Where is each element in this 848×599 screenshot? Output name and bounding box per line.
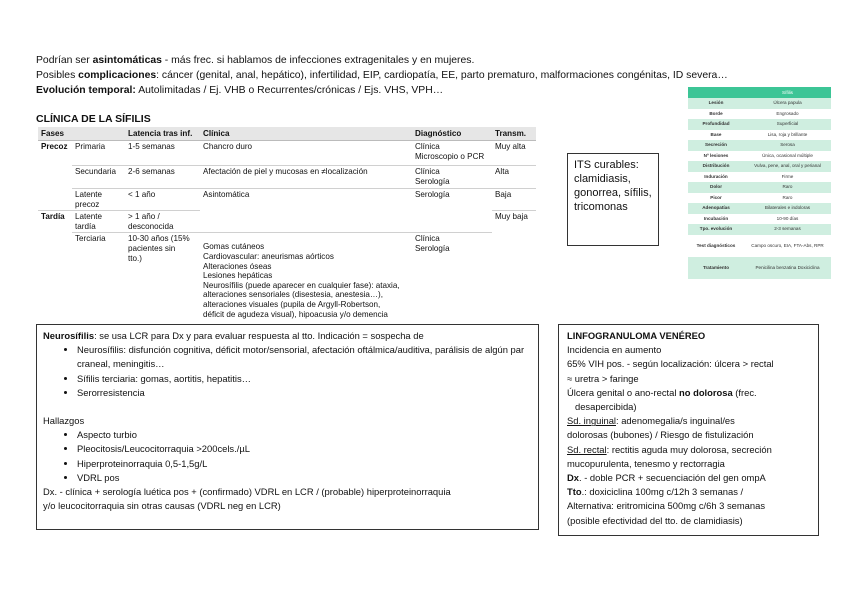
col-header: Fases: [38, 127, 72, 141]
stab-row: Induración Firme: [688, 172, 831, 183]
list-item: • VDRL pos: [77, 471, 532, 485]
intro-paragraph: [36, 53, 728, 98]
trans-cell: Baja: [492, 189, 536, 211]
intro-line-evolution: Evolución temporal: Autolimitadas / Ej. VHB o Recurrentes/crónicas / Ejs. VHS, VPH…: [36, 85, 444, 96]
clinic-cell: Asintomática: [200, 189, 412, 211]
stab-row: Dolor Raro: [688, 182, 831, 193]
list-item: • Sífilis terciaria: gomas, aortitis, hepatitis…: [77, 372, 532, 386]
list-item: • Pleocitosis/Leucocitorraquia >200cels./µL: [77, 442, 532, 456]
trans-cell: Alta: [492, 166, 536, 189]
stab-row: Picor Raro: [688, 193, 831, 204]
col-header: Diagnóstico: [412, 127, 492, 141]
phase-cell: Secundaria: [72, 166, 125, 189]
its-curables-box: ITS curables: clamidiasis, gonorrea, sífilis, tricomonas: [567, 153, 659, 246]
neuro-indication-list: [43, 343, 532, 400]
diag-cell: Clínica Serología: [412, 166, 492, 189]
col-header: Clínica: [200, 127, 412, 141]
stab-row: Lesión Úlcera papula: [688, 98, 831, 109]
stab-header-row: [688, 87, 831, 98]
hallazgos-list: [43, 428, 532, 485]
latency-cell: 2-6 semanas: [125, 166, 200, 189]
hallazgos-title: Hallazgos: [43, 415, 85, 427]
latency-cell: 10-30 años (15% pacientes sin tto.): [125, 233, 200, 320]
stab-row: Tpo. evolución 2-3 semanas: [688, 224, 831, 235]
stab-row: Secreción Serosa: [688, 140, 831, 151]
stab-row: Profundidad Superficial: [688, 119, 831, 130]
diag-cell: Clínica Microscopio o PCR: [412, 141, 492, 166]
clinic-cell: Afectación de piel y mucosas en ≠localización: [200, 166, 412, 189]
list-item: • Neurosífilis: disfunción cognitiva, déficit motor/sensorial, afectación oftálmica/auditiva, parálisis de algún par craneal, meningitis…: [77, 343, 532, 371]
clinica-title: CLÍNICA DE LA SÍFILIS: [36, 113, 151, 125]
table-row-terciaria: [38, 233, 536, 320]
clinic-cell: Chancro duro: [200, 141, 412, 166]
latency-cell: < 1 año: [125, 189, 200, 211]
stab-row: Base Lisa, roja y brillante: [688, 130, 831, 141]
neurosifilis-box: [36, 324, 539, 530]
group-precoz: Precoz: [38, 141, 72, 166]
trans-cell: Muy baja: [492, 211, 536, 233]
col-header: Latencia tras inf.: [125, 127, 200, 141]
table-row-primaria: [38, 141, 536, 166]
clinica-table: [38, 127, 536, 320]
linfogranuloma-box: LINFOGRANULOMA VENÉREO Incidencia en aumento 65% VIH pos. - según localización: úlcera > rectal ≈ uretra > faringe Úlcera genital o ano-rectal no dolorosa (frec. desapercibida) Sd. inguinal: adenomegalia/s inguinal/es dolorosas (bubones) / Riesgo de fistulización Sd. rectal: rectitis aguda muy dolorosa, secreción mucopurulenta, tenesmo y rectorragia Dx. - doble PCR + secuenciación del gen ompA Tto.: doxiciclina 100mg c/12h 3 semanas / Alternativa: eritromicina 500mg c/6h 3 semanas (posible efectividad del tto. de clamidiasis): [558, 324, 819, 536]
neuro-intro: Neurosífilis: se usa LCR para Dx y para evaluar respuesta al tto. Indicación = sospecha de: [43, 330, 424, 341]
clinica-header-row: [38, 127, 536, 141]
phase-cell: Latente precoz: [72, 189, 125, 211]
list-item: • Hiperproteinorraquia 0,5-1,5g/L: [77, 457, 532, 471]
latency-cell: 1-5 semanas: [125, 141, 200, 166]
intro-line-asymptomatic: Podrían ser asintomáticas - más frec. si hablamos de infecciones extragenitales y en mujeres.: [36, 55, 475, 66]
table-row-latente-tardia: [38, 211, 536, 233]
stab-row: Tratamiento Penicilina benzatina Doxiciclina: [688, 257, 831, 279]
phase-cell: Terciaria: [72, 233, 125, 320]
neuro-dx-line: Dx. - clínica + serología luética pos + (confirmado) VDRL en LCR / (probable) hiperproteinorraquia: [43, 486, 451, 498]
sifilis-comparison-table: [688, 87, 831, 279]
table-row-secundaria: [38, 166, 536, 189]
trans-cell: Muy alta: [492, 141, 536, 166]
list-item: • Serorresistencia: [77, 386, 532, 400]
col-header: [72, 127, 125, 141]
stab-row: Incubación 10-90 días: [688, 214, 831, 225]
group-tardia: Tardía: [38, 211, 72, 233]
neuro-dx-line: y/o leucocitorraquia sin otras causas (VDRL neg en LCR): [43, 500, 281, 512]
phase-cell: Latente tardía: [72, 211, 125, 233]
stab-row: Test diagnósticos Campo oscuro, EIA, FTA-Abs, RPR: [688, 235, 831, 257]
stab-row: Borde Engrosado: [688, 109, 831, 120]
latency-cell: > 1 año / desconocida: [125, 211, 200, 233]
stab-row: Nº lesiones Única, ocasional múltiple: [688, 151, 831, 162]
lgv-title: LINFOGRANULOMA VENÉREO: [567, 330, 706, 341]
diag-cell: Clínica Serología: [412, 233, 492, 320]
intro-line-complications: Posibles complicaciones: cáncer (genital, anal, hepático), infertilidad, EIP, cardiopatía, EE, parto prematuro, malformaciones congénitas, ID severa…: [36, 70, 728, 81]
phase-cell: Primaria: [72, 141, 125, 166]
stab-header: Sífilis: [744, 87, 831, 98]
stab-row: Distribución Vulva, pene, anal, oral y perianal: [688, 161, 831, 172]
table-row-latente-precoz: [38, 189, 536, 211]
col-header: Transm.: [492, 127, 536, 141]
list-item: • Aspecto turbio: [77, 428, 532, 442]
diag-cell: Serología: [412, 189, 492, 211]
clinic-cell: Gomas cutáneos Cardiovascular: aneurismas aórticos Alteraciones óseas Lesiones hepáticas Neurosífilis (puede aparecer en cualquier fase): ataxia, alteraciones sensoriales (disestesia, anestesia…), alteraciones visuales (pupila de Argyll-Robertson, déficit de agudeza visual), hipoacusia y/o demencia: [200, 233, 412, 320]
stab-row: Adenopatías Bilaterales e indoloras: [688, 203, 831, 214]
